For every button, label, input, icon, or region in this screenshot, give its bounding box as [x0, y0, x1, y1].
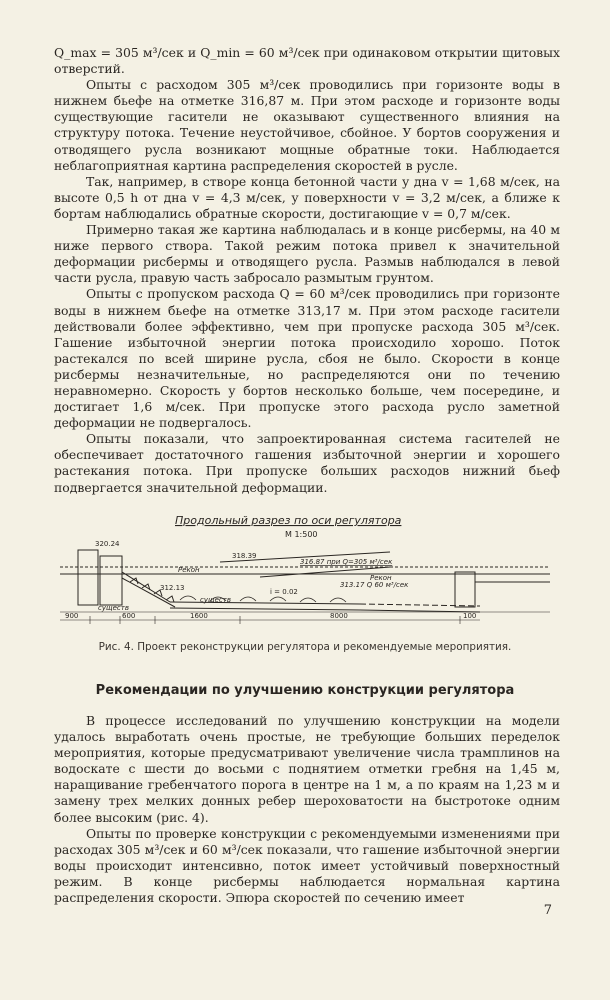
section-heading: Рекомендации по улучшению конструкции регулятора: [95, 683, 515, 698]
water-level-label-2: 313.17 Q 60 м³/сек: [340, 581, 409, 589]
dimension-2: 600: [122, 612, 136, 620]
figure-title: Продольный разрез по оси регулятора: [175, 514, 402, 527]
longitudinal-section-figure: [60, 512, 560, 632]
slope-label: i = 0.02: [270, 588, 298, 596]
dimension-1: 900: [65, 612, 79, 620]
paragraph: Опыты с расходом 305 м³/сек проводились при горизонте воды в нижнем бьефе на отметке 316,87 м. При этом расходе и горизонте воды существующие гасители не оказывают существенного влияния на структуру потока. Течение неустойчивое, сбойное. У бортов сооружения и отводящего русла возникают мощные обратные токи. Наблюдается неблагоприятная картина распределения скоростей в русле.: [54, 77, 560, 173]
elevation-low: 312.13: [160, 584, 185, 592]
paragraph: Q_max = 305 м³/сек и Q_min = 60 м³/сек при одинаковом открытии щитовых отверстий.: [54, 45, 560, 77]
paragraph: Опыты показали, что запроектированная система гасителей не обеспечивает достаточного гашения избыточной энергии и хорошего растекания потока. При пропуске больших расходов нижний бьеф подвергается значительной деформации.: [54, 431, 560, 495]
reconstruction-label-2: Рекон: [370, 574, 392, 582]
body-text-bottom: [54, 713, 560, 906]
figure-scale: М 1:500: [285, 530, 318, 539]
paragraph: В процессе исследований по улучшению конструкции на модели удалось выработать очень простые, не требующие больших переделок мероприятия, которые предусматривают увеличение числа трамплинов на водоскате с шести до восьми с поднятием отметки гребня на 1,45 м, наращивание гребенчатого порога в центре на 1 м, а по краям на 1,23 м и замену трех мелких донных ребер шероховатости на быстротоке одним более высоким (рис. 4).: [54, 713, 560, 825]
paragraph: Так, например, в створе конца бетонной части у дна v = 1,68 м/сек, на высоте 0,5 h от дна v = 4,3 м/сек, у поверхности v = 3,2 м/сек, а ближе к бортам наблюдались обратные скорости, достигающие v = 0,7 м/сек.: [54, 173, 560, 221]
paragraph: Опыты по проверке конструкции с рекомендуемыми изменениями при расходах 305 м³/сек и 60 м³/сек показали, что гашение избыточной энергии воды происходит интенсивно, поток имеет устойчивый поверхностный режим. В конце рисбермы наблюдается нормальная картина распределения скорости. Эпюра скоростей по сечению имеет: [54, 825, 560, 906]
paragraph: Опыты с пропуском расхода Q = 60 м³/сек проводились при горизонте воды в нижнем бьефе на отметке 313,17 м. При этом расходе гасители действовали более эффективно, чем при пропуске расхода 305 м³/сек. Гашение избыточной энергии потока происходило хорошо. Поток растекался по всей ширине русла, сбоя не было. Скорости в конце рисбермы незначительные, но распределяются они по течению неравномерно. Скорость у бортов несколько больше, чем посередине, и достигает 1,6 м/сек. При пропуске этого расхода русло заметной деформации не подвергалось.: [54, 286, 560, 431]
elevation-top: 320.24: [95, 540, 120, 548]
dimension-5: 100: [463, 612, 477, 620]
existing-label: существ: [98, 604, 129, 612]
paragraph: Примерно такая же картина наблюдалась и в конце рисбермы, на 40 м ниже первого створа. Такой режим потока привел к значительной деформации рисбермы и отводящего русла. Размыв наблюдался в левой части русла, правую часть забросало размытым грунтом.: [54, 222, 560, 286]
body-text-top: [54, 45, 560, 496]
dimension-3: 1600: [190, 612, 208, 620]
reconstruction-label: Рекон: [178, 566, 200, 574]
elevation-crest: 318.39: [232, 552, 257, 560]
page-number: 7: [543, 903, 552, 918]
water-level-label: 316.87 при Q=305 м³/сек: [300, 558, 393, 566]
figure-caption: Рис. 4. Проект реконструкции регулятора и рекомендуемые мероприятия.: [98, 641, 512, 653]
existing-label-2: существ: [200, 596, 231, 604]
dimension-4: 8000: [330, 612, 348, 620]
